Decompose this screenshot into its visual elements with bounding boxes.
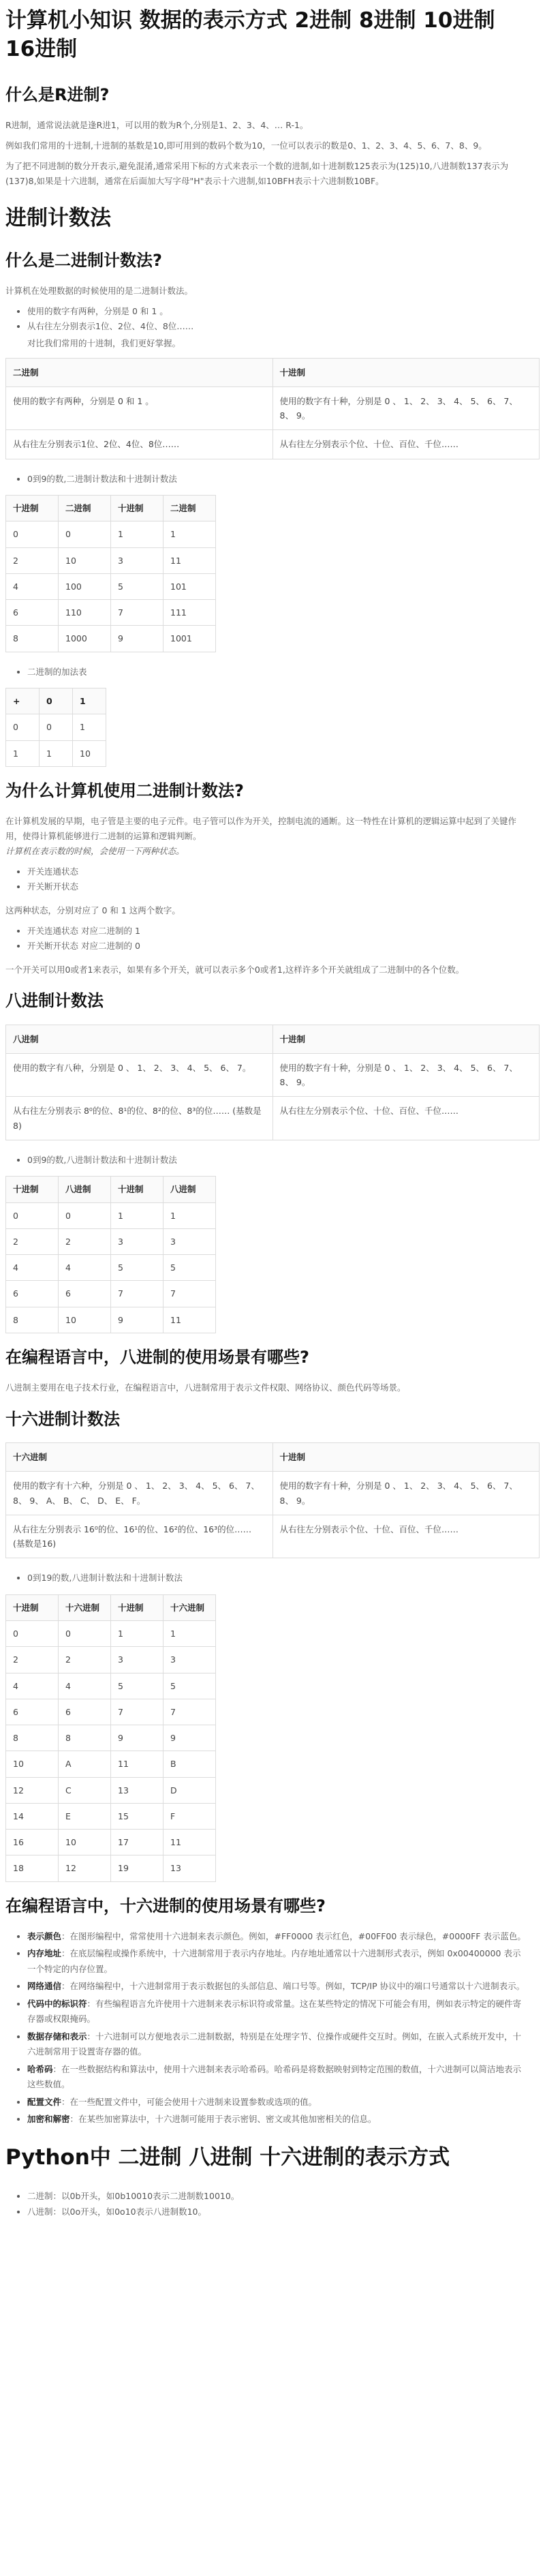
- table-cell: 9: [111, 626, 164, 652]
- table-row: [6, 714, 106, 740]
- table-cell: 使用的数字有十六种，分别是 0 、 1、 2、 3、 4、 5、 6、 7、 8、 9、 A、 B、 C、 D、 E、 F。: [6, 1472, 273, 1515]
- table-row: [6, 626, 216, 652]
- table-cell: 10: [6, 1751, 59, 1777]
- table-cell: 100: [59, 573, 111, 599]
- table-header: 十进制: [111, 496, 164, 521]
- table-cell: 使用的数字有八种，分别是 0 、 1、 2、 3、 4、 5、 6、 7。: [6, 1053, 273, 1097]
- article: [0, 7, 534, 2219]
- table-cell: 3: [111, 1647, 164, 1673]
- table-cell: 6: [59, 1281, 111, 1307]
- table-cell: 1: [73, 714, 106, 740]
- section-heading-hex: 十六进制计数法: [5, 1409, 120, 1429]
- section-heading-hex-use: 在编程语言中，十六进制的使用场景有哪些?: [5, 1896, 326, 1915]
- usage-text: ：在底层编程或操作系统中，十六进制常用于表示内存地址。内存地址通常以十六进制形式表示，例如 0x00400000 表示一个特定的内存位置。: [27, 1948, 521, 1974]
- table-cell: 3: [164, 1228, 216, 1254]
- table-cell: 2: [6, 547, 59, 573]
- table-cell: 5: [111, 573, 164, 599]
- table-cell: 从右往左分别表示个位、十位、百位、千位……: [272, 1097, 540, 1140]
- table-row: [6, 1647, 216, 1673]
- list-item: • 开关断开状态 对应二进制的 0: [27, 939, 529, 954]
- table-cell: 1000: [59, 626, 111, 652]
- table-row: [6, 1228, 216, 1254]
- bullet-list: [5, 472, 529, 487]
- table-cell: 3: [111, 547, 164, 573]
- bullet-list: [5, 1571, 529, 1586]
- usage-term: 代码中的标识符: [27, 1998, 87, 2009]
- table-cell: F: [164, 1803, 216, 1829]
- table-cell: 5: [164, 1255, 216, 1281]
- section-heading-python: Python中 二进制 八进制 十六进制的表示方式: [5, 2145, 450, 2170]
- table-cell: 7: [164, 1699, 216, 1725]
- list-item: [27, 2095, 529, 2110]
- usage-text: ：在图形编程中，常常使用十六进制来表示颜色。例如，#FF0000 表示红色，#00FF00 表示绿色，#0000FF 表示蓝色。: [61, 1930, 526, 1941]
- table-row: [6, 1699, 216, 1725]
- table-cell: A: [59, 1751, 111, 1777]
- table-cell: 0: [6, 1202, 59, 1228]
- table-cell: 使用的数字有两种，分别是 0 和 1 。: [6, 387, 273, 430]
- hex-comparison-table: [5, 1442, 540, 1558]
- table-cell: 4: [6, 1255, 59, 1281]
- bullet-list: [5, 924, 529, 954]
- table-cell: 1: [111, 521, 164, 547]
- table-row: [6, 688, 106, 714]
- table-row: [6, 1281, 216, 1307]
- table-header: 十进制: [272, 1443, 540, 1472]
- table-cell: 17: [111, 1830, 164, 1855]
- table-cell: 18: [6, 1855, 59, 1881]
- table-cell: 5: [111, 1673, 164, 1699]
- table-cell: 9: [111, 1725, 164, 1751]
- table-cell: 111: [164, 600, 216, 626]
- list-item: [27, 1979, 529, 1995]
- list-item: • 二进制的加法表: [27, 665, 529, 680]
- table-cell: 2: [59, 1228, 111, 1254]
- table-header: 十进制: [6, 496, 59, 521]
- list-item: • 二进制：以0b开头，如0b10010表示二进制数10010。: [27, 2189, 529, 2204]
- table-cell: 4: [6, 1673, 59, 1699]
- section-heading-r: 什么是R进制?: [5, 85, 110, 104]
- table-cell: 12: [6, 1777, 59, 1803]
- table-cell: 9: [111, 1307, 164, 1333]
- list-item: • 0到19的数,八进制计数法和十进制计数法: [27, 1571, 529, 1586]
- table-row: [6, 1621, 216, 1647]
- binary-addition-table: [5, 688, 106, 767]
- octal-comparison-table: [5, 1025, 540, 1140]
- usage-text: ：在某些加密算法中，十六进制可能用于表示密钥、密文或其他加密相关的信息。: [69, 2114, 377, 2125]
- usage-term: 表示颜色: [27, 1930, 62, 1941]
- table-cell: 11: [111, 1751, 164, 1777]
- table-cell: 使用的数字有十种，分别是 0 、 1、 2、 3、 4、 5、 6、 7、 8、 9。: [272, 1472, 540, 1515]
- usage-text: ：十六进制可以方便地表示二进制数据，特别是在处理字节、位操作或硬件交互时。例如，在嵌入式系统开发中，十六进制常用于设置寄存器的值。: [27, 2031, 522, 2057]
- table-cell: 3: [164, 1647, 216, 1673]
- table-cell: 7: [164, 1281, 216, 1307]
- table-cell: 2: [6, 1647, 59, 1673]
- table-row: [6, 1803, 216, 1829]
- table-row: [6, 1202, 216, 1228]
- table-row: [6, 547, 216, 573]
- list-item: • 开关连通状态: [27, 864, 529, 880]
- table-cell: 4: [6, 573, 59, 599]
- table-header: 十六进制: [6, 1443, 273, 1472]
- table-cell: E: [59, 1803, 111, 1829]
- table-cell: 从右往左分别表示个位、十位、百位、千位……: [272, 1515, 540, 1558]
- table-cell: 5: [164, 1673, 216, 1699]
- list-item: • 八进制：以0o开头，如0o10表示八进制数10。: [27, 2204, 529, 2220]
- list-item: [27, 2112, 529, 2127]
- table-cell: 11: [164, 1307, 216, 1333]
- table-cell: 2: [59, 1647, 111, 1673]
- table-row: [6, 521, 216, 547]
- table-cell: 3: [111, 1228, 164, 1254]
- usage-term: 内存地址: [27, 1948, 62, 1959]
- table-header: 十进制: [6, 1177, 59, 1202]
- table-cell: 1: [111, 1621, 164, 1647]
- table-row: [6, 1673, 216, 1699]
- usage-term: 加密和解密: [27, 2114, 70, 2125]
- paragraph: 这两种状态，分别对应了 0 和 1 这两个数字。: [5, 905, 181, 915]
- table-row: [6, 1830, 216, 1855]
- table-header: 十进制: [111, 1594, 164, 1620]
- table-cell: 101: [164, 573, 216, 599]
- section-heading-why-binary: 为什么计算机使用二进制计数法?: [5, 781, 244, 800]
- table-cell: 0: [59, 1621, 111, 1647]
- usage-term: 配置文件: [27, 2096, 62, 2107]
- table-cell: 6: [6, 1699, 59, 1725]
- paragraph: 八进制主要用在电子技术行业，在编程语言中，八进制常用于表示文件权限、网络协议、颜色代码等场景。: [5, 1382, 406, 1393]
- table-cell: 0: [6, 521, 59, 547]
- table-header: 十进制: [272, 358, 540, 387]
- table-cell: 1001: [164, 626, 216, 652]
- table-cell: 0: [6, 714, 40, 740]
- table-cell: 10: [73, 740, 106, 766]
- table-cell: 4: [59, 1255, 111, 1281]
- table-cell: 1: [6, 740, 40, 766]
- bullet-list: [5, 1153, 529, 1168]
- section-heading-counting: 进制计数法: [5, 206, 111, 231]
- table-cell: 8: [59, 1725, 111, 1751]
- table-cell: 14: [6, 1803, 59, 1829]
- table-cell: 8: [6, 626, 59, 652]
- table-cell: 从右往左分别表示1位、2位、4位、8位……: [6, 430, 273, 459]
- table-cell: 8: [6, 1725, 59, 1751]
- table-cell: 2: [6, 1228, 59, 1254]
- table-row: [6, 1751, 216, 1777]
- table-cell: 110: [59, 600, 111, 626]
- table-row: [6, 1777, 216, 1803]
- table-cell: 1: [111, 1202, 164, 1228]
- table-cell: 13: [164, 1855, 216, 1881]
- usage-text: ：在网络编程中，十六进制常用于表示数据包的头部信息、端口号等。例如，TCP/IP 协议中的端口号通常以十六进制表示。: [61, 1981, 525, 1992]
- table-cell: 8: [6, 1307, 59, 1333]
- list-item: • 使用的数字有两种，分别是 0 和 1 。: [27, 304, 529, 320]
- list-item: • 0到9的数,八进制计数法和十进制计数法: [27, 1153, 529, 1168]
- table-header: 十六进制: [164, 1594, 216, 1620]
- section-heading-octal: 八进制计数法: [5, 991, 104, 1011]
- table-cell: 1: [164, 1202, 216, 1228]
- usage-term: 数据存储和表示: [27, 2031, 87, 2042]
- table-header: 八进制: [59, 1177, 111, 1202]
- list-item: [27, 1946, 529, 1977]
- table-cell: 1: [164, 521, 216, 547]
- table-row: [6, 1255, 216, 1281]
- table-cell: 6: [6, 1281, 59, 1307]
- usage-text: ：在一些数据结构和算法中，使用十六进制来表示哈希码。哈希码是将数据映射到特定范围的数值，十六进制可以简洁地表示这些数值。: [27, 2063, 522, 2090]
- table-cell: 1: [164, 1621, 216, 1647]
- table-cell: B: [164, 1751, 216, 1777]
- table-cell: 1: [40, 740, 73, 766]
- table-cell: 7: [111, 1699, 164, 1725]
- table-cell: 11: [164, 1830, 216, 1855]
- table-row: [6, 1855, 216, 1881]
- table-header: 十六进制: [59, 1594, 111, 1620]
- table-cell: 6: [6, 600, 59, 626]
- table-cell: D: [164, 1777, 216, 1803]
- list-item: • 开关断开状态: [27, 879, 529, 895]
- paragraph: 计算机在表示数的时候，会使用一下两种状态。: [5, 845, 185, 856]
- table-cell: 10: [59, 1307, 111, 1333]
- paragraph: 对比我们常用的十进制，我们更好掌握。: [27, 337, 181, 348]
- table-header: 0: [40, 688, 73, 714]
- table-header: 八进制: [164, 1177, 216, 1202]
- table-cell: 使用的数字有十种，分别是 0 、 1、 2、 3、 4、 5、 6、 7、 8、 9。: [272, 1053, 540, 1097]
- paragraph: 为了把不同进制的数分开表示,避免混淆,通常采用下标的方式来表示一个数的进制,如十进制数125表示为(125)10,八进制数137表示为(137)8,如果是十六进制，通常在后面加大写字母"H"表示十六进制,如10BFH表示十六进制数10BF。: [5, 160, 509, 186]
- section-heading-binary: 什么是二进制计数法?: [5, 250, 162, 270]
- table-cell: 10: [59, 1830, 111, 1855]
- list-item: • 从右往左分别表示1位、2位、4位、8位……: [27, 319, 529, 335]
- page-title: 计算机小知识 数据的表示方式 2进制 8进制 10进制 16进制: [5, 8, 495, 61]
- table-cell: 19: [111, 1855, 164, 1881]
- bullet-list: [5, 665, 529, 680]
- table-cell: 15: [111, 1803, 164, 1829]
- table-cell: 4: [59, 1673, 111, 1699]
- paragraph: 计算机在处理数据的时候使用的是二进制计数法。: [5, 285, 193, 296]
- paragraph: R进制，通常说法就是逢R进1，可以用的数为R个,分别是1、2、3、4、… R-1。: [5, 119, 309, 130]
- table-cell: 10: [59, 547, 111, 573]
- usage-term: 哈希码: [27, 2063, 53, 2074]
- table-cell: 从右往左分别表示 8⁰的位、8¹的位、8²的位、8³的位…… (基数是8): [6, 1097, 273, 1140]
- usage-text: ：在一些配置文件中，可能会使用十六进制来设置参数或选项的值。: [61, 2096, 317, 2107]
- table-cell: 5: [111, 1255, 164, 1281]
- table-cell: 13: [111, 1777, 164, 1803]
- paragraph: 一个开关可以用0或者1来表示，如果有多个开关，就可以表示多个0或者1,这样许多个开关就组成了二进制中的各个位数。: [5, 964, 465, 975]
- list-item: • 0到9的数,二进制计数法和十进制计数法: [27, 472, 529, 487]
- table-header: 十进制: [6, 1594, 59, 1620]
- hex-conversion-table: [5, 1594, 216, 1882]
- list-item: [27, 1929, 529, 1945]
- table-cell: 0: [59, 1202, 111, 1228]
- table-header: 十进制: [272, 1025, 540, 1053]
- usage-term: 网络通信: [27, 1981, 62, 1992]
- binary-comparison-table: [5, 358, 540, 459]
- table-header: 二进制: [6, 358, 273, 387]
- table-header: 十进制: [111, 1177, 164, 1202]
- list-item: [27, 2029, 529, 2060]
- hex-usage-list: [5, 1929, 529, 2127]
- bullet-list: [5, 864, 529, 895]
- table-cell: 12: [59, 1855, 111, 1881]
- table-header: 二进制: [164, 496, 216, 521]
- table-row: [6, 600, 216, 626]
- table-row: [6, 1725, 216, 1751]
- bullet-list: [5, 2189, 529, 2219]
- list-item: [27, 1997, 529, 2027]
- usage-text: ：有些编程语言允许使用十六进制来表示标识符或常量。这在某些特定的情况下可能会有用，例如表示特定的硬件寄存器或权限掩码。: [27, 1998, 522, 2025]
- table-row: [6, 573, 216, 599]
- bullet-list: [5, 304, 529, 335]
- table-header: +: [6, 688, 40, 714]
- table-cell: C: [59, 1777, 111, 1803]
- table-cell: 16: [6, 1830, 59, 1855]
- table-cell: 11: [164, 547, 216, 573]
- table-header: 八进制: [6, 1025, 273, 1053]
- section-heading-octal-use: 在编程语言中，八进制的使用场景有哪些?: [5, 1347, 309, 1367]
- table-cell: 7: [111, 600, 164, 626]
- table-row: [6, 1307, 216, 1333]
- binary-conversion-table: [5, 495, 216, 652]
- table-cell: 9: [164, 1725, 216, 1751]
- table-header: 二进制: [59, 496, 111, 521]
- table-header: 1: [73, 688, 106, 714]
- table-cell: 0: [59, 521, 111, 547]
- list-item: [27, 2062, 529, 2093]
- octal-conversion-table: [5, 1176, 216, 1333]
- table-row: [6, 740, 106, 766]
- table-cell: 从右往左分别表示个位、十位、百位、千位……: [272, 430, 540, 459]
- table-cell: 0: [6, 1621, 59, 1647]
- table-cell: 7: [111, 1281, 164, 1307]
- table-cell: 0: [40, 714, 73, 740]
- paragraph: 在计算机发展的早期，电子管是主要的电子元件。电子管可以作为开关，控制电流的通断。这一特性在计算机的逻辑运算中起到了关键作用，使得计算机能够进行二进制的运算和逻辑判断。: [5, 816, 517, 841]
- table-cell: 使用的数字有十种，分别是 0 、 1、 2、 3、 4、 5、 6、 7、 8、 9。: [272, 387, 540, 430]
- list-item: • 开关连通状态 对应二进制的 1: [27, 924, 529, 939]
- table-cell: 6: [59, 1699, 111, 1725]
- table-cell: 从右往左分别表示 16⁰的位、16¹的位、16²的位、16³的位…… (基数是16): [6, 1515, 273, 1558]
- paragraph: 例如我们常用的十进制,十进制的基数是10,即可用到的数码个数为10，一位可以表示的数是0、1、2、3、4、5、6、7、8、9。: [5, 140, 487, 151]
